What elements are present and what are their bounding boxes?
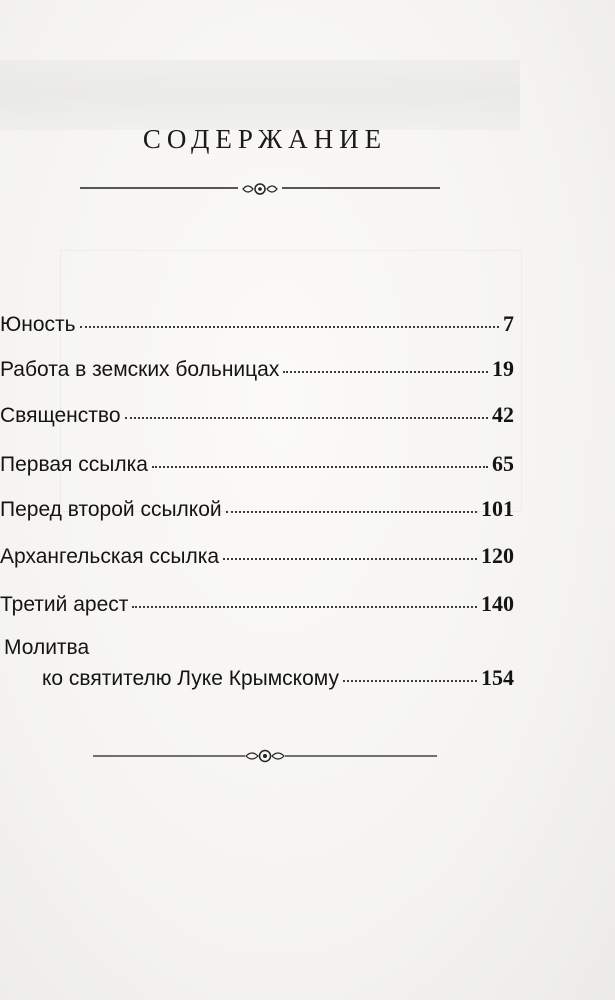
toc-title: Перед второй ссылкой	[0, 498, 222, 521]
toc-entry-1[interactable]	[0, 311, 514, 337]
toc-title: Юность	[0, 313, 76, 336]
toc-page-number: 120	[481, 543, 514, 568]
toc-entry-2[interactable]	[0, 356, 514, 382]
toc-leader	[152, 466, 488, 468]
show-through-image	[0, 60, 520, 130]
toc-page-number: 19	[492, 356, 514, 381]
toc-leader	[226, 511, 477, 513]
toc-page-number: 42	[492, 402, 514, 427]
toc-leader	[132, 606, 477, 608]
toc-leader	[223, 558, 477, 560]
toc-entry-7[interactable]	[0, 591, 514, 617]
toc-title: Первая ссылка	[0, 453, 148, 476]
toc-title: Архангельская ссылка	[0, 545, 220, 568]
toc-entry-3[interactable]	[0, 402, 514, 428]
toc-page-number: 154	[481, 665, 514, 690]
toc-leader	[343, 680, 477, 682]
contents-heading: СОДЕРЖАНИЕ	[142, 124, 388, 154]
toc-title: Священство	[0, 404, 121, 427]
toc-leader	[283, 371, 488, 373]
toc-leader	[80, 326, 499, 328]
toc-title: Работа в земских больницах	[0, 358, 280, 381]
toc-entry-6[interactable]	[0, 543, 514, 569]
toc-title: Третий арест	[0, 593, 129, 616]
toc-page-number: 7	[503, 311, 514, 336]
toc-page-number: 140	[481, 591, 514, 616]
toc-title: ко святителю Луке Крымскому	[42, 667, 339, 690]
toc-entry-8[interactable]	[42, 665, 514, 691]
bottom-ornament	[85, 749, 445, 763]
toc-entry-4[interactable]	[0, 451, 514, 477]
toc-entry-5[interactable]	[0, 496, 514, 522]
toc-page-number: 101	[481, 496, 514, 521]
toc-entry-8-line1[interactable]: Молитва	[4, 636, 90, 659]
toc-page-number: 65	[492, 451, 514, 476]
top-ornament	[80, 182, 440, 196]
toc-leader	[125, 417, 489, 419]
